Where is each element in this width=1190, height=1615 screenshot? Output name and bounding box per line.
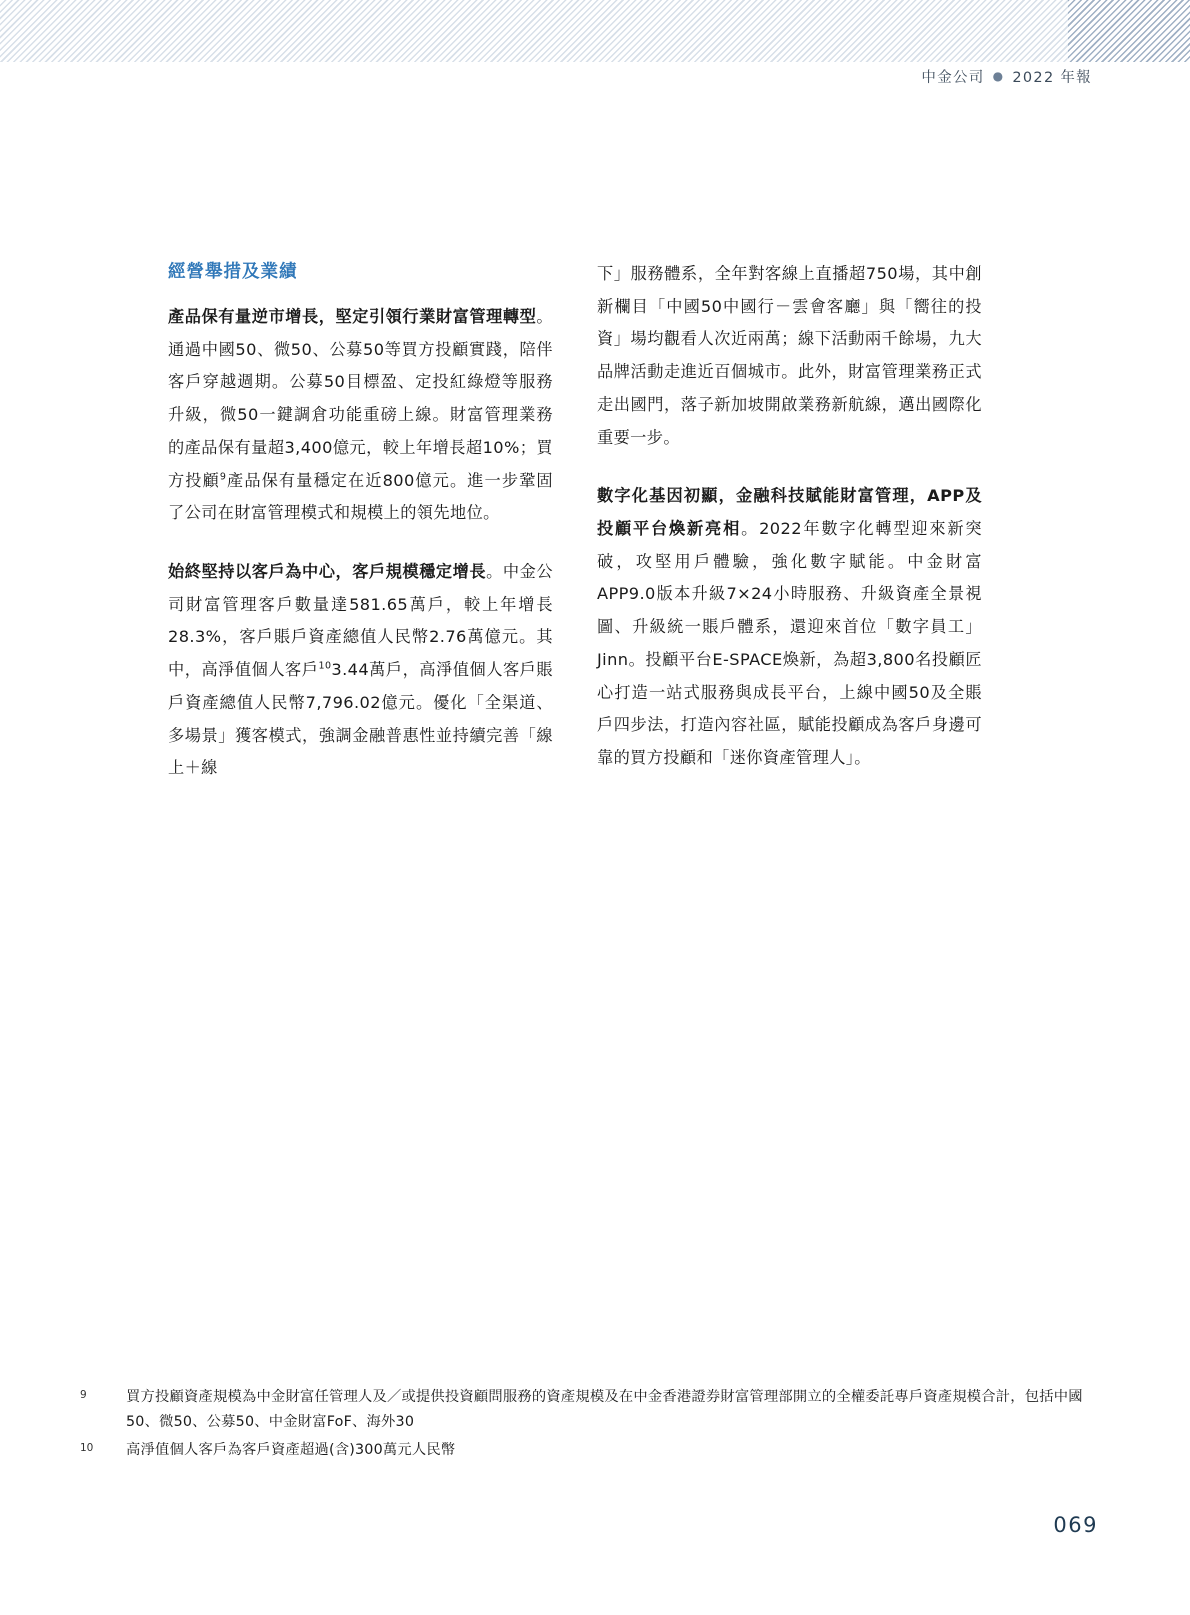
page-number: 069 xyxy=(1053,1513,1098,1537)
footnote-ref-10: 10 xyxy=(318,660,332,672)
footnote-text: 買方投顧資產規模為中金財富任管理人及／或提供投資顧問服務的資產規模及在中金香港證券財富管理部開立的全權委託專戶資產規模合計，包括中國50、微50、公募50、中金財富FoF、海外30 xyxy=(126,1389,1083,1430)
paragraph-service-system: 下」服務體系，全年對客線上直播超750場，其中創新欄目「中國50中國行－雲會客廳」與「嚮往的投資」場均觀看人次近兩萬；線下活動兩千餘場，九大品牌活動走進近百個城市。此外，財富管理業務正式走出國門，落子新加坡開啟業務新航線，邁出國際化重要一步。 xyxy=(597,264,982,447)
paragraph-client-centric xyxy=(168,556,553,785)
footnote-number: 9 xyxy=(80,1389,87,1401)
paragraph-product-holdings-tail: 產品保有量穩定在近800億元。進一步鞏固了公司在財富管理模式和規模上的領先地位。 xyxy=(168,470,554,523)
header-company: 中金公司 xyxy=(921,70,985,86)
footnote-ref-9: 9 xyxy=(219,471,227,483)
paragraph-product-holdings-body: 。通過中國50、微50、公募50等買方投顧實踐，陪伴客戶穿越週期。公募50目標盈、定投紅綠燈等服務升級，微50一鍵調倉功能重磅上線。財富管理業務的產品保有量超3,400億元，較上年增長超10%；買方投顧 xyxy=(168,307,553,490)
footnotes xyxy=(80,1385,1100,1467)
header-separator-dot: ● xyxy=(992,68,1005,83)
paragraph-client-centric-body: 。中金公司財富管理客戶數量達581.65萬戶，較上年增長28.3%，客戶賬戶資產總值人民幣2.76萬億元。其中，高淨值個人客戶 xyxy=(168,562,553,680)
paragraph-digitalization-body: 。2022年數字化轉型迎來新突破，攻堅用戶體驗，強化數字賦能。中金財富APP9.0版本升級7×24小時服務、升級資產全景視圖、升級統一賬戶體系，還迎來首位「數字員工」Jinn。投顧平台E-SPACE煥新，為超3,800名投顧匠心打造一站式服務與成長平台，上線中國50及全賬戶四步法，打造內容社區，賦能投顧成為客戶身邊可靠的買方投顧和「迷你資產管理人」。 xyxy=(597,519,983,768)
paragraph-product-holdings xyxy=(168,301,553,530)
running-header xyxy=(921,66,1092,87)
band-baseline xyxy=(0,62,1190,63)
footnote-item xyxy=(80,1438,1100,1463)
paragraph-digitalization-lead: 數字化基因初顯，金融科技賦能財富管理，APP及投顧平台煥新亮相 xyxy=(597,486,982,539)
left-column xyxy=(168,258,553,785)
paragraph-client-centric-lead: 始終堅持以客戶為中心，客戶規模穩定增長 xyxy=(168,562,487,582)
paragraph-client-centric-tail: 3.44萬戶，高淨值個人客戶賬戶資產總值人民幣7,796.02億元。優化「全渠道、多場景」獲客模式，強調金融普惠性並持續完善「線上＋線 xyxy=(168,660,553,778)
header-report-year: 2022 年報 xyxy=(1012,70,1092,86)
right-column xyxy=(597,258,982,785)
paragraph-product-holdings-lead: 產品保有量逆市增長，堅定引領行業財富管理轉型 xyxy=(168,307,537,326)
footnote-number: 10 xyxy=(80,1442,94,1455)
top-decorative-band-accent xyxy=(1068,0,1190,62)
section-title: 經營舉措及業績 xyxy=(168,262,298,282)
footnote-item xyxy=(80,1385,1100,1434)
footnote-text: 高淨值個人客戶為客戶資產超過(含)300萬元人民幣 xyxy=(126,1442,456,1459)
paragraph-digitalization xyxy=(597,480,982,774)
page-content xyxy=(168,258,1043,785)
top-decorative-band xyxy=(0,0,1190,62)
